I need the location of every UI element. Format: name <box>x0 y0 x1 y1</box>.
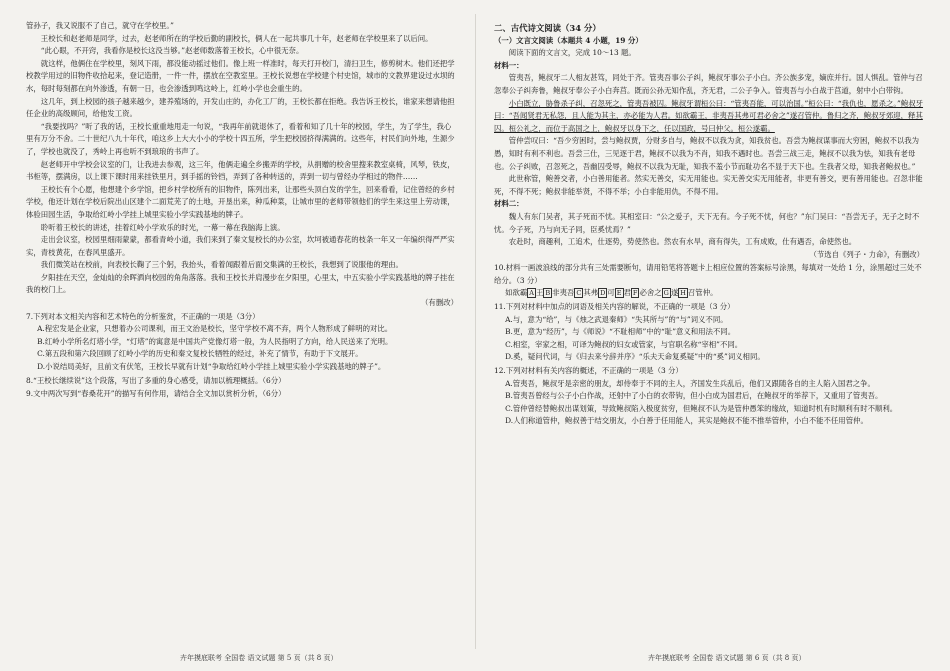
material-source: （节选自《列子・力命》，有删改） <box>809 249 924 259</box>
break-option-d: D <box>600 289 606 298</box>
seq-text: 非夷吾 <box>552 288 575 298</box>
seq-text: 王 <box>535 288 544 298</box>
story-para: 夕阳挂在天空，金灿灿的余晖洒向校园的角角落落。我和王校长并肩漫步在夕阳里，心里太，中五实验小学实践基地的牌子挂在我的校门上。 <box>26 272 455 295</box>
material-2-para: 魏人有东门吴者，其子死而不忧。其相室曰：“公之爱子，天下无有。今子死不忧，何也？”东门吴曰：“吾尝无子，无子之时不忧。今子死，乃与向无子同，臣奚忧焉？” <box>494 211 920 234</box>
left-column <box>26 20 458 645</box>
story-source: （有删改） <box>421 298 458 308</box>
break-option-c: C <box>576 289 582 298</box>
right-column <box>494 20 924 645</box>
material-2-para: 农赴时，商趣利，工追术，仕逐势，势使然也。然农有水旱，商有得失，工有成败，仕有遇否，命使然也。 <box>508 237 857 247</box>
story-para: 管孙子，我又说服不了自己，就守在学校里。” <box>26 21 174 30</box>
page-footer-right: 卉年摸底联考 全国卷 语文试题 第 6 页（共 8 页） <box>648 654 806 662</box>
section-heading: 二、古代诗文阅读（34 分） <box>494 23 601 33</box>
seq-text: 可 <box>607 288 615 298</box>
question-11-option-c: C.相室，宰家之相，可译为鲍叔的妇女或管家，与官职名称“宰相”不同。 <box>505 339 743 349</box>
column-divider <box>475 14 476 649</box>
question-9: 9.文中两次写到“春桑花开”的描写有何作用，请结合全文加以赏析分析，（6分） <box>26 389 286 399</box>
question-12-option-c: C.管仲曾经替鲍叔出谋划策，导致鲍叔陷入极度贫穷，但鲍叔不认为是管仲愚笨的缘故，知道时机有时顺利有时不顺利。 <box>505 403 898 413</box>
reading-intro: 阅读下面的文言文，完成 10～13 题。 <box>508 48 636 58</box>
story-para: “此心眼，不开窍，我看你是校长这没当够。”赵老师数落着王校长，心中很无奈。 <box>40 46 304 56</box>
story-para: 这几年，到上校园的孩子越来越少，建养殖场的，开发山庄的，办化工厂的，王校长都在拒绝。我告诉王校长，谁家来想请他担任企业的高级顾问，给他发工资。 <box>26 96 455 119</box>
question-11-option-b: B.更，意为“经历”，与《师说》“不耻相师”中的“耻”意义和用法不同。 <box>505 327 736 337</box>
question-7-option-b: B.红岭小学所名灯塔小学，“灯塔”的寓意是中国共产党像灯塔一般，为人民指明了方向，给人民送来了光明。 <box>37 336 393 346</box>
break-option-e: E <box>616 289 622 298</box>
seq-text: 其弗 <box>583 288 599 298</box>
question-12-option-b: B.管夷吾曾经与公子小白作战，还射中了小白的衣带钩，但小白成为国君后，在鲍叔牙的举荐下，又重用了管夷吾。 <box>505 391 883 401</box>
break-option-f: F <box>632 289 638 298</box>
seq-text: 如欲霸 <box>505 288 528 298</box>
subsection-heading: （一）文言文阅读（本题共 4 小题，19 分） <box>494 35 643 45</box>
story-para: “我要找吗？”听了我的话，王校长重重地甩走一句说，“我再年前就退休了，看着和知了几十年的校园，学生，为了学生，我心里有万分不舍。二十世纪八九十年代，咱这乡上大大小小的学校十四五所，学生把校园挤得满满的。这些年，村民们向外地，生源少了，学校也就没了，秀岭上再也听不到琅琅的书声了。 <box>26 121 455 156</box>
material-1-para: 管夷吾，鲍叔牙二人相友甚笃，同处于齐。管夷吾事公子纠，鲍叔牙事公子小白。齐公族多宠，嫡庶并行。国人惧乱。管仲与召忽奉公子纠奔鲁，鲍叔牙奉公子小白奔莒。既而公孙无知作乱，齐无君，二公子争入。管夷吾与小白战于莒道，射中小白带钩。 <box>494 73 923 95</box>
question-11-option-d: D.奚，疑问代词，与《归去来兮辞并序》“乐夫天命复奚疑”中的“奚”词义相同。 <box>505 352 765 362</box>
seq-text: 遂 <box>670 288 679 298</box>
story-para: 聆听着王校长的讲述，挂着红岭小学欢乐的时光，一幕一幕在我脑海上演。 <box>40 222 285 232</box>
break-option-a: A <box>529 289 534 298</box>
question-7-option-a: A.程宏发是企业家，只想着办公司课利，而王文治是校长，坚守学校不离不弃，两个人物形成了鲜明的对比。 <box>37 324 393 334</box>
material-1-para: 小白既立，胁鲁杀子纠，召忽死之，管夷吾被囚。鲍叔牙谓桓公曰：“管夷吾能，可以治国。”桓公曰：“我仇也，愿杀之。”鲍叔牙曰：“吾闻贤君无私怨，且人能为其主，亦必能为人君。如欲霸王，非夷吾其弗可君必舍之”遂召管仲。鲁归之齐，鲍叔牙郊迎，释其囚。桓公礼之，而位于高国之上，鲍叔牙以身下之，任以国政，号曰仲父。桓公遂霸。 <box>494 98 924 133</box>
material-1-para: 管仲尝叹曰：“吾少穷困时，尝与鲍叔贾，分财多自与，鲍叔不以我为贪，知我贫也。吾尝为鲍叔谋事而大穷困，鲍叔不以我为愚，知时有利不利也。吾尝三仕，三见逐于君，鲍叔不以我为不肖，知我不遇时也。吾尝三战三走，鲍叔不以我为怯，知我有老母也。公子纠败，召忽死之，吾幽囚受辱，鲍叔不以我为无耻，知我不羞小节而耻功名不显于天下也。生我者父母，知我者鲍叔也。” <box>494 136 920 171</box>
break-option-g: G <box>663 289 669 298</box>
question-10-sequence <box>494 287 924 300</box>
question-11-stem: 11.下列对材料中加点的词语及相关内容的解说，不正确的一项是（3 分） <box>494 302 735 312</box>
page-footer-left: 卉年摸底联考 全国卷 语文试题 第 5 页（共 8 页） <box>180 654 338 662</box>
material-1-label: 材料一： <box>494 60 524 70</box>
seq-text: 君 <box>623 288 631 298</box>
question-10-stem: 10.材料一画波浪线的部分共有三处需要断句，请用铅笔将答题卡上相应位置的答案标号涂黑，每填对一处给 1 分，涂黑超过三处不给分。（3 分） <box>494 263 922 285</box>
story-para: 赵老师开中学校会议室的门，让我进去参观，这三年，他俩走遍全乡搬弄的学校，从捐赠的校舍里搜来教室桌椅，风琴，铁皮，书柜等，摆满房，以上课下课时用来挂铁里月，到手摇的铃铛，弄到了各种转送的，弄到一切与曾经办学相过的物件…… <box>26 159 455 182</box>
break-option-h: H <box>680 289 686 298</box>
question-7-option-d: D.小说结局美好，且前文有伏笔，王校长早就有计划“争取给红岭小学挂上城里实验小学实践基地的牌子”。 <box>37 362 386 372</box>
question-11-option-a: A.与，意为“给”，与《烛之武退秦师》“失其所与”的“与”词义不同。 <box>505 314 728 324</box>
story-para: 王校长有个心愿，他想建个乡学馆，把乡村学校所有的旧物件，陈列出来，让那些头顶白发的学生，回来看看，记住曾经的乡村学校，他还计划在学校后院出山区建个二面荒芜了的土地，开垦出来，种瓜种菜，让城市里的老师带领他们的学生来这里上劳动课，体验田园生活，争取给红岭小学挂上城里实验小学实践基地的牌子。 <box>26 184 455 219</box>
question-8: 8.“王校长继续说”这个段落，写出了多重的身心感受，请加以梳理概括。（6分） <box>26 375 286 385</box>
story-para: 走出会议室，校园里细雨蒙蒙，都看青岭小道，我们来到了秦文复校长的办公室，坎坷被通春花的枝条一年又一年编织得严严实实，青枝黄花，在春风里盛开。 <box>26 235 455 257</box>
material-1-para: 此世称管，鲍善交者，小白善用能者。然实无善交，实无用能也。实无善交实无用能者，非更有善交，更有善用能也。召忽非能死，不得不死；鲍叔非能举贤，不得不举；小白非能用仇，不得不用。 <box>494 174 923 196</box>
story-para: 王校长和赵老师是同学，过去，赵老师所在的学校后勤的副校长，俩人在一起共事几十年，赵老师在学校里来了以后问。 <box>40 33 433 43</box>
seq-text: 召管仲。 <box>687 288 718 298</box>
question-12-stem: 12.下列对材料有关内容的概述，不正确的一项是（3 分） <box>494 366 683 376</box>
question-12-option-d: D.人们称道管仲，鲍叔善于结交朋友，小白善于任用能人，其实是鲍叔不能不推举管仲，小白不能不任用管仲。 <box>505 416 868 426</box>
story-para: 我们微笑站在校前，向表校长鞠了三个躬，我抬头，看着闻跟着后面交集满的王校长，我想到了说服他的理由。 <box>40 260 403 270</box>
story-para: 就这样，他俩住在学校里，刻风下雨，都没能动摇过他们。像上班一样准时，每天打开校门，清扫卫生，修剪树木。他们还把学校教学用过的旧物件收拾起来，登记造册，一件一件，摆放在空教室里。王校长说想在学校建个村史馆，城市的文教界建设过水坝的水，每时每刻都在向外渗透，有朝一日，也会渗透到鸣这岭上，红岭小学也会重生的。 <box>26 58 455 93</box>
question-12-option-a: A.管夷吾，鲍叔牙是亲密的朋友，却侍奉于不同的主人，齐国发生兵乱后，他们又跟随各自的主人陷入国君之争。 <box>505 378 875 388</box>
question-7-stem: 7.下列对本文相关内容和艺术特色的分析鉴赏，不正确的一项是（3分） <box>26 311 260 321</box>
question-7-option-c: C.第五段和第六段回顾了红岭小学的历史和秦文复校长牺牲的经过，补充了情节，有助于下文展开。 <box>37 349 363 359</box>
material-2-label: 材料二： <box>494 199 524 209</box>
seq-text: 必舍之 <box>639 288 662 298</box>
break-option-b: B <box>545 289 551 298</box>
